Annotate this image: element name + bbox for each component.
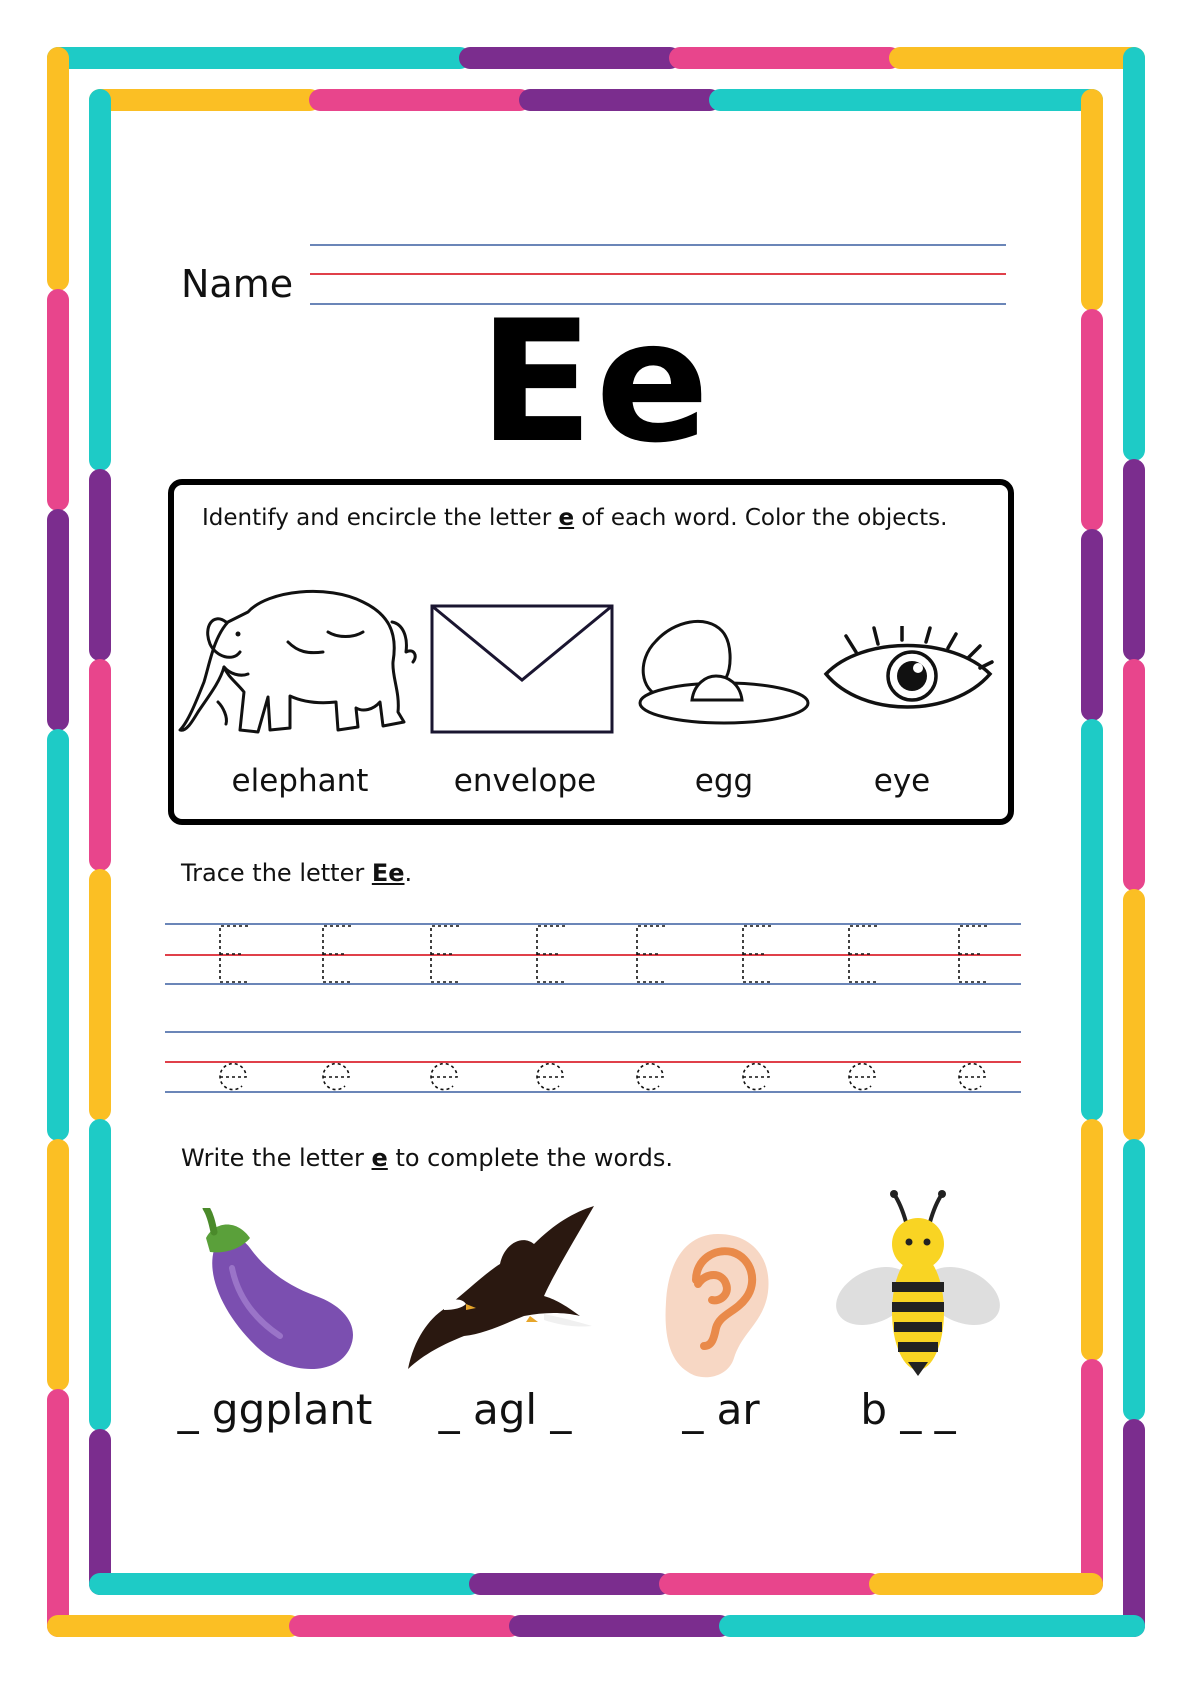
trace-lowercase-e[interactable]	[220, 1064, 246, 1090]
word-elephant: elephant	[231, 763, 369, 799]
eye-icon[interactable]	[822, 626, 994, 726]
write-instruction: Write the letter e to complete the words.	[181, 1144, 674, 1172]
trace-lowercase-e[interactable]	[323, 1064, 349, 1090]
ear-icon[interactable]	[662, 1232, 774, 1382]
word-eggplant-blank[interactable]: _ ggplant	[177, 1385, 373, 1434]
trace-lowercase-e[interactable]	[537, 1064, 563, 1090]
encircle-instruction: Identify and encircle the letter e of each word. Color the objects.	[202, 505, 948, 531]
word-ear-blank[interactable]: _ ar	[682, 1385, 760, 1434]
word-bee-blank[interactable]: b _ _	[860, 1385, 956, 1434]
trace-lowercase-e[interactable]	[959, 1064, 985, 1090]
word-eagle-blank[interactable]: _ agl _	[438, 1385, 572, 1434]
egg-icon[interactable]	[636, 616, 812, 728]
envelope-icon[interactable]	[430, 604, 614, 734]
word-eye: eye	[873, 763, 931, 799]
tracing-practice-area[interactable]	[165, 918, 1021, 1098]
trace-lowercase-e[interactable]	[849, 1064, 875, 1090]
name-label: Name	[181, 262, 294, 306]
big-letter-title: Ee	[478, 284, 712, 480]
word-envelope: envelope	[453, 763, 597, 799]
trace-lowercase-e[interactable]	[637, 1064, 663, 1090]
word-egg: egg	[694, 763, 754, 799]
bee-icon[interactable]	[828, 1186, 1008, 1376]
elephant-icon[interactable]	[178, 582, 420, 752]
eagle-icon[interactable]	[404, 1204, 604, 1374]
eggplant-icon[interactable]	[196, 1208, 356, 1378]
trace-instruction: Trace the letter Ee.	[181, 859, 413, 887]
trace-lowercase-e[interactable]	[743, 1064, 769, 1090]
trace-lowercase-e[interactable]	[431, 1064, 457, 1090]
